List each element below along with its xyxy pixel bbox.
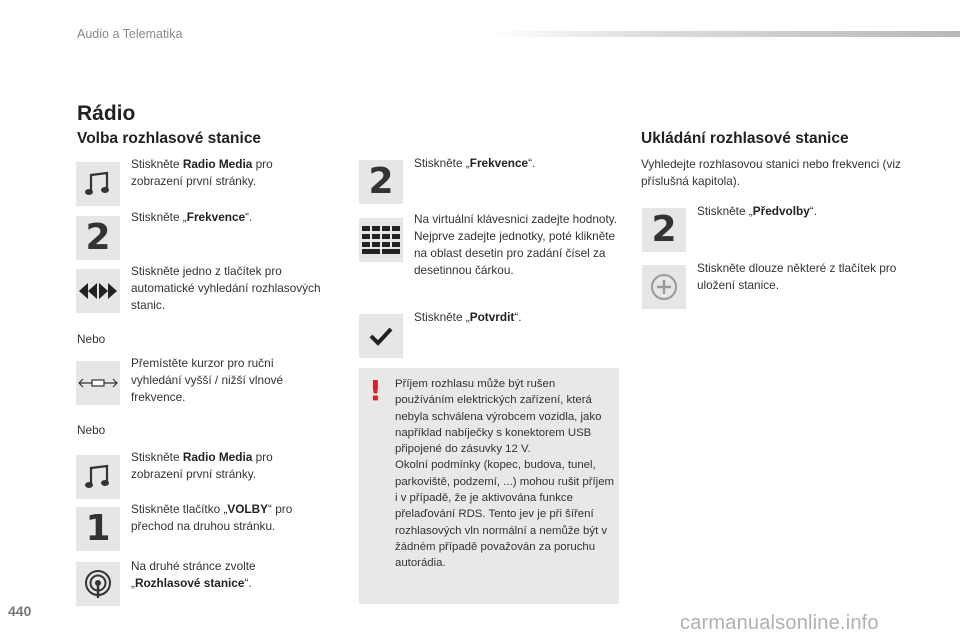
page-number: 440 (8, 603, 32, 619)
slider-icon (76, 361, 120, 405)
step-predvolby: Stiskněte „Předvolby“. (697, 204, 817, 218)
number-2-icon: 2 (359, 160, 403, 204)
number-2-icon: 2 (642, 208, 686, 252)
step-potvrdit: Stiskněte „Potvrdit“. (414, 310, 522, 324)
step-rozhlasove-stanice: Na druhé stránce zvolte „Rozhlasové stanice“. (131, 559, 256, 590)
seek-arrows-icon (76, 269, 120, 313)
music-note-icon (76, 162, 120, 206)
warning-icon: ! (369, 374, 382, 407)
step-radio-media-2: Stiskněte Radio Media pro zobrazení první stránky. (131, 450, 273, 481)
step-frekvence-left: Stiskněte „Frekvence“. (131, 210, 253, 224)
or-label-2: Nebo (77, 423, 106, 437)
section-header: Audio a Telematika (77, 27, 183, 41)
radio-signal-icon (76, 562, 120, 606)
warning-note (359, 368, 619, 604)
step-auto-search: Stiskněte jedno z tlačítek pro automatické vyhledání rozhlasových stanic. (131, 264, 321, 312)
page-title: Rádio (77, 102, 136, 125)
keypad-icon (359, 218, 403, 262)
save-intro: Vyhledejte rozhlasovou stanici nebo frekvenci (viz příslušná kapitola). (641, 157, 901, 188)
step-frekvence-middle: Stiskněte „Frekvence“. (414, 156, 536, 170)
warning-note-text: Příjem rozhlasu může být rušen používáním elektrických zařízení, která nebyla schválena výrobcem vozidla, jako například nabíječky s konektorem USB připojené do zásuvky 12 V. Okolní podmínky (kopec, budova, tunel, parkoviště, podzemí, ...) mohou rušit příjem i v případě, že je aktivována funkce přelaďování RDS. Tento jev je při šíření rozhlasových vln normální a nemůže být v žádném případě považován za poruchu autorádia. (395, 378, 615, 570)
watermark: carmanualsonline.info (680, 612, 879, 634)
music-note-icon (76, 455, 120, 499)
number-1-icon: 1 (76, 507, 120, 551)
step-long-press: Stiskněte dlouze některé z tlačítek pro uložení stanice. (697, 261, 897, 292)
step-virtual-keyboard: Na virtuální klávesnici zadejte hodnoty. Nejprve zadejte jednotky, poté klikněte na oblast desetin pro zadání čísel za desetinnou čárkou. (414, 212, 618, 277)
heading-station-selection: Volba rozhlasové stanice (77, 130, 262, 147)
add-preset-icon (642, 265, 686, 309)
heading-station-saving: Ukládání rozhlasové stanice (641, 130, 849, 147)
step-manual-search: Přemístěte kurzor pro ruční vyhledání vyšší / nižší vlnové frekvence. (131, 356, 284, 404)
step-volby: Stiskněte tlačítko „VOLBY“ pro přechod na druhou stránku. (131, 502, 293, 533)
header-rule (488, 31, 960, 37)
checkmark-icon (359, 314, 403, 358)
or-label-1: Nebo (77, 332, 106, 346)
number-2-icon: 2 (76, 216, 120, 260)
step-radio-media-1: Stiskněte Radio Media pro zobrazení první stránky. (131, 157, 273, 188)
